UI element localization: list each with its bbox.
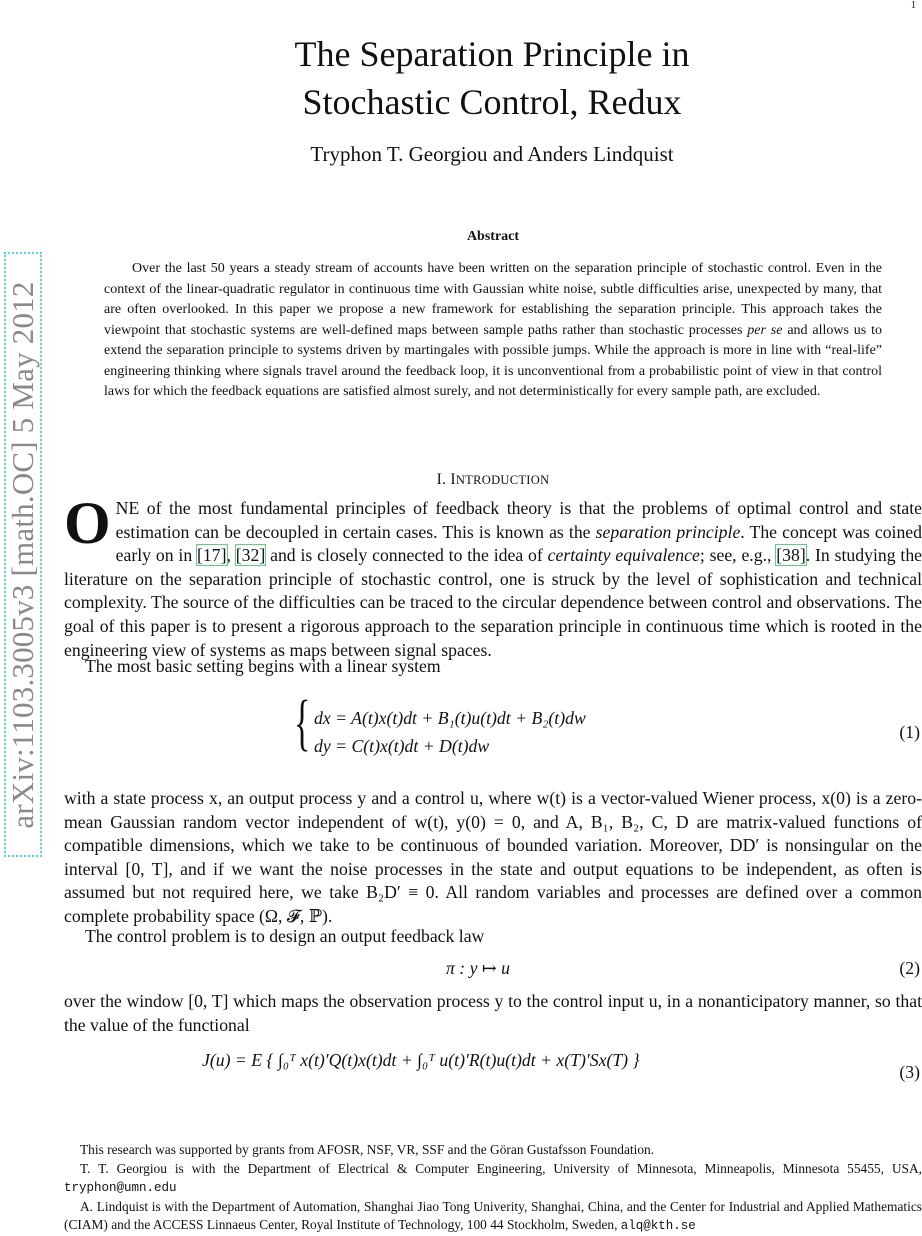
- email-link[interactable]: alq@kth.se: [620, 1219, 696, 1233]
- text-run: ,: [226, 545, 236, 566]
- abstract-text: [104, 259, 882, 403]
- emphasis: certainty equivalence: [547, 545, 700, 566]
- citation-link[interactable]: [17]: [197, 545, 227, 566]
- equation-2-expr: π : y ↦ u: [446, 958, 510, 978]
- dropcap: O: [64, 490, 111, 556]
- footnote-text: T. T. Georgiou is with the Department of Electrical & Computer Engineering, University of Minnesota, Minneapolis, Minnesota 55455, USA,: [80, 1160, 922, 1176]
- citation-link[interactable]: [38]: [776, 545, 806, 566]
- footnote-author-1: [64, 1160, 922, 1198]
- footnotes: [64, 1141, 922, 1236]
- section-numeral: I.: [436, 471, 451, 488]
- paragraph-control-problem: The control problem is to design an output feedback law: [85, 926, 485, 946]
- arxiv-stamp: [4, 252, 42, 857]
- equation-1-line-2: dy = C(t)x(t)dt + D(t)dw: [314, 736, 490, 756]
- footnote-funding: This research was supported by grants from AFOSR, NSF, VR, SSF and the Göran Gustafsson Foundation.: [80, 1142, 655, 1157]
- paragraph-window: over the window [0, T] which maps the observation process y to the control input u, in a nonanticipatory manner, so that the value of the functional: [64, 991, 922, 1035]
- text-run: . In studying the literature on the separation principle of stochastic control, one is struck by the level of sophistication and technical complexity. The source of the difficulties can be traced to the circular dependence between control and observations. The goal of this paper is to present a rigorous approach to the separation principle in continuous time which is rooted in the engineering view of systems as maps between signal spaces.: [64, 545, 922, 660]
- left-brace: {: [294, 689, 311, 757]
- abstract-part-b: and allows us to extend the separation principle to systems driven by martingales with possible jumps. While the approach is more in line with “real-life” engineering thinking where signals travel around the feedback loop, it is unconventional from a probabilistic point of view in that control laws for which the feedback equations are satisfied almost surely, and not deterministically for every sample path, are excluded.: [104, 322, 882, 399]
- paper-title: [120, 30, 864, 126]
- text-run: NE of the most fundamental principles of feedback theory is that the problems of optimal control and state estimation can be decoupled in certain cases. This is known as the: [115, 498, 922, 542]
- text-run: . The concept was coined early on in: [115, 521, 922, 566]
- page-number: 1: [911, 0, 916, 11]
- equation-1-line-1: dx = A(t)x(t)dt + B₁(t)u(t)dt + B₂(t)dw: [314, 708, 586, 728]
- intro-paragraph: [64, 490, 922, 662]
- equation-3: [64, 1040, 922, 1090]
- emphasis: separation principle: [595, 521, 741, 542]
- authors: Tryphon T. Georgiou and Anders Lindquist: [310, 142, 674, 166]
- section-heading: [64, 471, 922, 489]
- equation-number: (2): [899, 958, 920, 978]
- paragraph-definitions: with a state process x, an output process y and a control u, where w(t) is a vector-valued Wiener process, x(0) is a zero-mean Gaussian random vector independent of w(t), y(0) = 0, and A, B₁, B₂, C, D are matrix-valued functions of compatible dimensions, which we take to be continuous of bounded variation. Moreover, DD′ is nonsingular on the interval [0, T], and if we want the noise processes in the state and output equations to be independent, as often is assumed but not required here, we take B₂D′ ≡ 0. All random variables and processes are defined over a common complete probability space (Ω, 𝓕, ℙ).: [64, 788, 922, 926]
- equation-number: (1): [899, 722, 920, 742]
- footnote-text: A. Lindquist is with the Department of Automation, Shanghai Jiao Tong Univerity, Shanghai, China, and the Center for Industrial and Applied Mathematics (CIAM) and the ACCESS Linnaeus Center, Royal Institute of Technology, 100 44 Stockholm, Sweden,: [64, 1198, 922, 1232]
- title-line-1: The Separation Principle in: [294, 34, 690, 74]
- abstract-emphasis: per se: [747, 322, 783, 338]
- equation-1: [64, 688, 922, 780]
- text-run: and is closely connected to the idea of: [265, 545, 548, 566]
- equation-number: (3): [899, 1062, 920, 1082]
- abstract-heading: Abstract: [466, 229, 520, 244]
- footnote-author-2: [64, 1198, 922, 1236]
- paragraph-setting: The most basic setting begins with a linear system: [85, 656, 441, 676]
- arxiv-id: arXiv:1103.3005v3 [math.OC] 5 May 2012: [5, 280, 40, 829]
- email-link[interactable]: tryphon@umn.edu: [64, 1181, 177, 1195]
- citation-link[interactable]: [32]: [235, 545, 266, 566]
- section-first-letter: I: [450, 471, 456, 488]
- section-title-rest: NTRODUCTION: [455, 473, 550, 487]
- title-line-2: Stochastic Control, Redux: [302, 82, 682, 122]
- equation-3-expr: J(u) = E { ∫₀ᵀ x(t)′Q(t)x(t)dt + ∫₀ᵀ u(t)′R(t)u(t)dt + x(T)′Sx(T) }: [202, 1050, 640, 1070]
- abstract-part-a: Over the last 50 years a steady stream of accounts have been written on the separation principle of stochastic control. Even in the context of the linear-quadratic regulator in continuous time with Gaussian white noise, subtle difficulties arise, unexpected by many, that are often overlooked. In this paper we propose a new framework for establishing the separation principle. This approach takes the viewpoint that stochastic systems are well-defined maps between sample paths rather than stochastic processes: [104, 261, 882, 338]
- text-run: ; see, e.g.,: [699, 545, 777, 566]
